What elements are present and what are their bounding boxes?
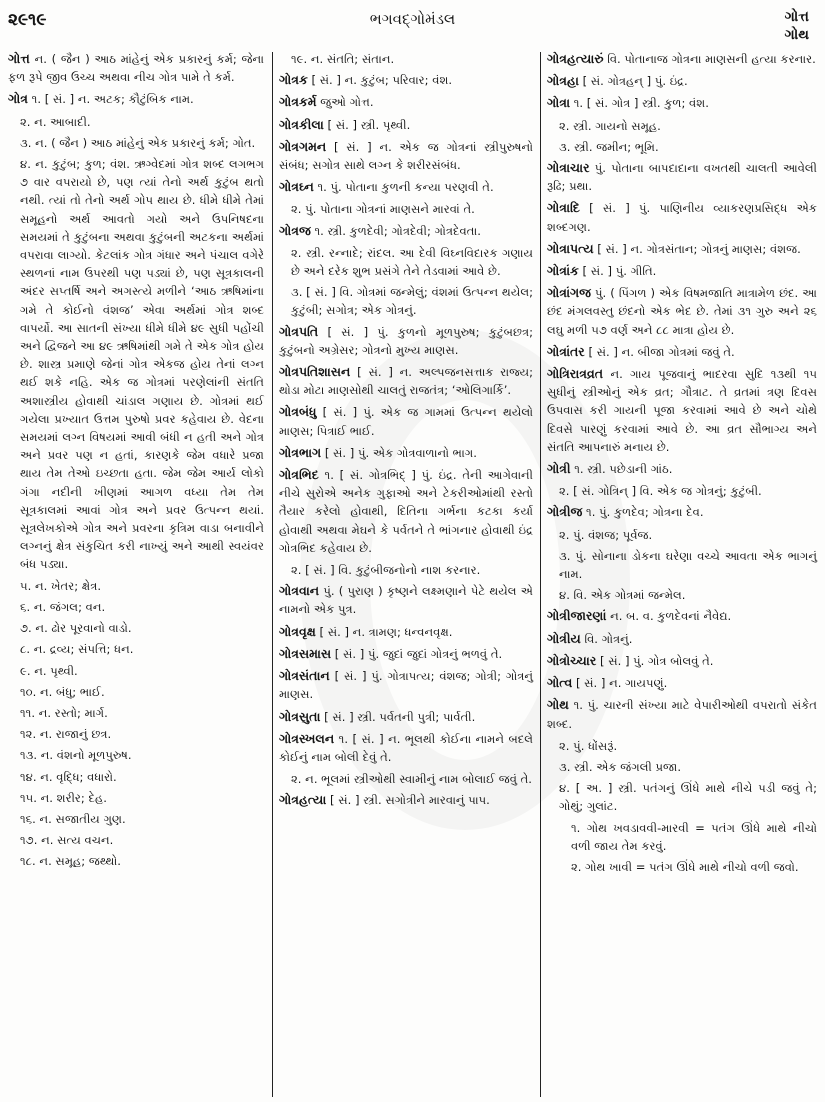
dictionary-entry bbox=[279, 791, 533, 809]
sense-line: ૨. પું. ધોંસરૂં. bbox=[559, 738, 618, 753]
sense-line: ૩. [ સં. ] વિ. ગોત્રમાં જન્મેલું; વંશમાં ઉત્પન્ન થયેલ; કુટુંબી; સગોત્ર; એક ગોત્રનું. bbox=[291, 285, 533, 318]
dictionary-entry bbox=[279, 178, 533, 196]
sense-line: ૫. ન. ખેતર; ક્ષેત્ર. bbox=[20, 578, 102, 593]
headword: ગોત્રોચ્ચાર bbox=[547, 652, 597, 668]
definition: [ સં. ] સ્ત્રી. સગોત્રીને મારવાનું પાપ. bbox=[330, 793, 490, 808]
definition: [ સં. ] ન. અલ્પજનસત્તાક રાજ્ય; થોડા મોટા માણસોથી ચાલતું રાજતંત્ર; ‘ઓલિગાર્કિ’. bbox=[279, 365, 533, 398]
headword: ગોત્રાદિ bbox=[547, 200, 580, 216]
definition: [ સં. ] ન. કુટુંબ; પરિવાર; વંશ. bbox=[311, 73, 453, 88]
sense-line: ૬. ન. જંગલ; વન. bbox=[20, 599, 106, 614]
column-divider bbox=[272, 52, 273, 1097]
sense-line: ૩. ન. ( જૈન ) આઠ માંહેનું એક પ્રકારનું કર્મ; ગોત. bbox=[20, 135, 256, 150]
definition: [ સં. ] પું. પાણિનીય વ્યાકરણપ્રસિદ્ધ એક શબ્દગણ. bbox=[547, 201, 817, 234]
definition: ન. બ. વ. કુળદેવનાં નૈવેદ્ય. bbox=[610, 609, 732, 624]
definition: [ સં. ] પું. એક જ ગામમાં ઉત્પન્ન થયેલો માણસ; પિત્રાઈ ભાઈ. bbox=[279, 405, 533, 438]
dictionary-entry bbox=[547, 696, 817, 732]
definition: ૧. પું. ચારની સંખ્યા માટે વેપારીઓથી વપરાતો સંકેત શબ્દ. bbox=[547, 698, 817, 731]
dictionary-entry bbox=[547, 652, 817, 670]
dictionary-entry bbox=[279, 93, 533, 111]
headword: ગોત્રસુતા bbox=[279, 708, 321, 724]
guide-word-last: ગોથ bbox=[784, 27, 809, 43]
sense-line: ૩. સ્ત્રી. એક જંગલી પ્રજા. bbox=[559, 759, 682, 774]
sense-line: ૧૪. ન. વૃદ્ધિ; વધારો. bbox=[20, 769, 117, 784]
headword: ગોત્રવૃક્ષ bbox=[279, 623, 316, 639]
headword: ગોત્રાંતર bbox=[547, 343, 585, 359]
column-2 bbox=[279, 50, 533, 814]
definition: વિ. પોતાનાજ ગોત્રના માણસની હત્યા કરનાર. bbox=[607, 52, 816, 66]
headword: ગોત્રસંતાન bbox=[279, 668, 330, 684]
definition: [ સં. ] પું. ગોત્ર બોલવું તે. bbox=[599, 653, 714, 668]
definition: પું. ( પિંગળ ) એક વિષમજાતિ માત્રામેળ છંદ. આ છંદ મંગલવસ્તુ છંદનો એક ભેદ છે. તેમાં ૩૧ ગુરુ અને ૨૬ લઘુ મળી ૫૭ વર્ણ અને ૮૮ માત્રા હોય છે. bbox=[547, 286, 817, 337]
dictionary-entry bbox=[547, 72, 817, 90]
definition: ૧. પું. કુળદેવ; ગોત્રના દેવ. bbox=[586, 505, 704, 520]
column-1 bbox=[8, 50, 264, 874]
guide-word-first: ગોત્ત bbox=[784, 9, 809, 25]
headword: ગોત્ત bbox=[8, 51, 30, 66]
sense-line: ૧૭. ન. સત્ય વચન. bbox=[20, 833, 114, 848]
definition: [ સં. ] પું. એક ગોત્રવાળાનો ભાગ. bbox=[324, 445, 477, 460]
headword: ગોત્રક bbox=[279, 72, 308, 88]
headword: ગોત્રીજારણાં bbox=[547, 608, 607, 624]
headword: ગોત્રહત્યા bbox=[279, 792, 327, 808]
sense-line: ૧૬. ન. સજાતીય ગુણ. bbox=[20, 811, 126, 826]
definition: ૧. પું. પોતાના કુળની કન્યા પરણવી તે. bbox=[317, 180, 494, 195]
sense-line: ૪. ન. કુટુંબ; કુળ; વંશ. ઋગ્વેદમાં ગોત્ર શબ્દ લગભગ ૭ વાર વપરાયો છે, પણ ત્યાં તેનો અર્થ કુટુંબ થતો નથી. ત્યાં તો તેનો અર્થ ગોપ થાય છે. ધીમે ધીમે તેમાં સમૂહનો અર્થ આવતો ગયો અને ઉપનિષદના સમયમાં તે કુટુંબના અથવા કુટુંબની અટકના અર્થમાં વપરાવા લાગ્યો. કેટલાંક ગોત્ર ગંધાર અને પંચાલ વગેરે સ્થળનાં નામ ઉપરથી પણ પડ્યાં છે, પણ સૂત્રકાલની અંદર સપ્તર્ષિ અને અગસ્ત્યે મળીને ‘આઠ ઋષિમાંના ગમે તે કોઈનો વંશજ’ એવા અર્થમાં ગોત્ર શબ્દ વાપર્યો. આ સાતની સંખ્યા ધીમે ધીમે ૪૯ સુધી પહોંચી અને દ્વિજને આ ૪૯ ઋષિમાંથી ગમે તે એક ગોત્ર હોય છે. શાસ્ત્ર પ્રમાણે જેનાં ગોત્ર એકજ હોય તેનાં લગ્ન થઈ શકે નહિ. એક જ ગોત્રમાં પરણેલાંની સંતતિ અશાસ્ત્રીય હોવાથી ચાંડાલ ગણાય છે. ગોત્રમાં થઈ ગયેલા પ્રખ્યાત ઉત્તમ પુરુષો પ્રવર કહેવાય છે. વેદના સમયમાં લગ્ન વિષયમાં આવી બંધી ન હતી અને ગોત્ર અને પ્રવર પણ ન હતાં, કારણકે જેમ વધારે પ્રજા થાય તેમ તેઓ ઇચ્છતા હતા. જેમ જેમ આર્ય લોકો ગંગા નદીની ખીણમાં આગળ વધ્યા તેમ તેમ સૂત્રકાલમાં આવાં ગોત્ર અને પ્રવર ઉત્પન્ન થયાં. સૂત્રલેખકોએ ગોત્ર અને પ્રવરના કૃત્રિમ વાડા બનાવીને લગ્નનું ક્ષેત્ર સંકુચિત કરી નાખ્યું અને આથી સ્વયંવર બંધ પડ્યા. bbox=[20, 157, 264, 572]
sense-line: ૯. ન. પૃથ્વી. bbox=[20, 663, 78, 678]
dictionary-entry bbox=[547, 365, 817, 456]
dictionary-entry bbox=[279, 403, 533, 439]
headword: ગોત્રસમાસ bbox=[279, 645, 332, 661]
sense-line: ૧૯. ન. સંતતિ; સંતાન. bbox=[291, 52, 395, 66]
sense-line: ૧૦. ન. બંધુ; ભાઈ. bbox=[20, 684, 105, 699]
definition: ન. ગાય પૂજવાનું ભાદરવા સુદિ ૧૩થી ૧૫ સુધીનું સ્ત્રીઓનું એક વ્રત; ગૌત્રાટ. તે વ્રતમાં ત્રણ દિવસ ઉપવાસ કરી ગાયની પૂજા કરવામાં આવે છે અને ચોથે દિવસે પારણું કરવામાં આવે છે. આ વ્રત સૌભાગ્ય અને સંતતિ આપનારું મનાય છે. bbox=[547, 367, 818, 454]
definition: પું. ( પુરાણ ) કૃષ્ણને લક્ષ્મણાને પેટે થયેલ એ નામનો એક પુત્ર. bbox=[279, 584, 533, 617]
sense-line: ૨. ન. આબાદી. bbox=[20, 114, 91, 129]
dictionary-entry bbox=[279, 623, 533, 641]
dictionary-entry bbox=[279, 444, 533, 462]
dictionary-entry bbox=[547, 674, 817, 692]
definition: ૧. [ સં. ગોત્ર ] સ્ત્રી. કુળ; વંશ. bbox=[573, 96, 709, 111]
sense-line: ૨. સ્ત્રી. ગાયનો સમૂહ. bbox=[559, 118, 661, 133]
headword: ગોત્રાપત્ય bbox=[547, 240, 594, 256]
sense-line: ૧૨. ન. રાજાનું છત્ર. bbox=[20, 727, 112, 742]
sense-line: ૨. ન. ભૂલમાં સ્ત્રીઓથી સ્વામીનું નામ બોલાઈ જવું તે. bbox=[291, 772, 532, 787]
dictionary-entry bbox=[279, 730, 533, 766]
definition: [ સં. ] ન. બીજા ગોત્રમાં જવું તે. bbox=[588, 344, 735, 359]
sense-line: ૪. [ અ. ] સ્ત્રી. પતંગનું ઊંધે માથે નીચે પડી જવું તે; ગોથું; ગુલાંટ. bbox=[559, 781, 817, 814]
dictionary-entry bbox=[547, 607, 817, 625]
dictionary-entry bbox=[279, 363, 533, 399]
sense-line: ૨. પું. વંશજ; પૂર્વજ. bbox=[559, 527, 653, 542]
definition: [ સં. ] પું. ગીતિ. bbox=[582, 264, 657, 279]
headword: ગોત્રભિદ bbox=[279, 467, 319, 483]
column-divider bbox=[540, 52, 541, 1097]
dictionary-entry bbox=[279, 116, 533, 134]
headword: ગોત્રવાન bbox=[279, 583, 320, 599]
dictionary-entry bbox=[547, 460, 817, 478]
headword: ગોત્રીય bbox=[547, 630, 581, 646]
page-number: ૨૯૧૯ bbox=[8, 10, 47, 30]
headword: ગોત્રા bbox=[547, 95, 571, 111]
headword: ગોત્રાચાર bbox=[547, 160, 590, 176]
headword: ગોત્રઘ્ન bbox=[279, 179, 314, 195]
headword: ગોત્રકર્મ bbox=[279, 94, 317, 110]
dictionary-entry bbox=[279, 323, 533, 359]
definition: [ સં. ] સ્ત્રી. પૃથ્વી. bbox=[327, 117, 411, 132]
sense-line: ૮. ન. દ્રવ્ય; સંપત્તિ; ધન. bbox=[20, 642, 134, 657]
definition: ૧. [ સં. ] ન. અટક; કૌટુંબિક નામ. bbox=[31, 92, 194, 107]
sense-line: ૨. સ્ત્રી. રન્નાદે; રાંદલ. આ દેવી વિઘ્નવિદારક ગણાય છે અને દરેક શુભ પ્રસંગે તેને તેડવામાં આવે છે. bbox=[291, 245, 533, 279]
dictionary-entry bbox=[547, 199, 817, 235]
book-title: ભગવદ્ગોમંડલ bbox=[369, 10, 456, 28]
definition: [ સં. ] પું. જુદાં જુદાં ગોત્રનું ભળવું તે. bbox=[334, 646, 503, 661]
definition: વિ. ગોત્રનું. bbox=[584, 631, 633, 646]
sense-line: ૧૮. ન. સમૂહ; જથ્થો. bbox=[20, 854, 121, 869]
definition: ૧. [ સં. ગોત્રભિદ્ ] પું. ઇંદ્ર. તેની આગેવાની નીચે સુરોએ અનેક ગુફાઓ અને ટેકરીઓમાંથી રસ્તો તૈયાર કરેલો હોવાથી, દિતિના ગર્ભના કટકા કર્યા હોવાથી અથવા મેઘને કે પર્વતને તે ભાંગનાર હોવાથી ઇંદ્ર ગોત્રભિદ કહેવાય છે. bbox=[279, 468, 533, 555]
dictionary-entry bbox=[547, 262, 817, 280]
dictionary-entry bbox=[547, 503, 817, 521]
headword: ગોત્રાંગજ bbox=[547, 285, 591, 301]
dictionary-entry bbox=[547, 50, 817, 68]
dictionary-entry bbox=[279, 582, 533, 618]
sense-line: ૩. પું. સોનાના ડોકના ઘરેણા વચ્ચે આવતા એક ભાગનું નામ. bbox=[559, 548, 817, 582]
headword: ગોત્રગમન bbox=[279, 138, 327, 154]
dictionary-entry bbox=[279, 645, 533, 663]
sense-line: ૪. વિ. એક ગોત્રમાં જન્મેલ. bbox=[559, 588, 686, 603]
headword: ગોત્રપતિ bbox=[279, 323, 319, 339]
headword: ગોત્રી bbox=[547, 461, 571, 477]
headword: ગોથ bbox=[547, 697, 569, 713]
definition: [ સં. ] ન. ગાયપણું. bbox=[575, 676, 668, 691]
dictionary-entry bbox=[547, 284, 817, 339]
dictionary-entry bbox=[8, 50, 264, 86]
dictionary-entry bbox=[547, 240, 817, 258]
sense-line: ૧૧. ન. રસ્તો; માર્ગ. bbox=[20, 705, 108, 720]
definition: ૧. સ્ત્રી. પછેડાની ગાંઠ. bbox=[574, 462, 673, 477]
dictionary-entry bbox=[279, 71, 533, 89]
headword: ગોત્રાંક bbox=[547, 263, 579, 279]
dictionary-entry bbox=[279, 708, 533, 726]
definition: [ સં. ] સ્ત્રી. પર્વતની પુત્રી; પાર્વતી. bbox=[324, 709, 476, 724]
sense-line: ૨. [ સં. ] વિ. કુટુંબીજનોનો નાશ કરનાર. bbox=[291, 563, 481, 578]
guide-words bbox=[785, 8, 809, 44]
dictionary-entry bbox=[279, 138, 533, 174]
headword: ગોત્રભાગ bbox=[279, 444, 322, 460]
dictionary-entry bbox=[547, 94, 817, 112]
headword: ગોત્રિરાત્રવ્રત bbox=[547, 366, 604, 382]
sense-line: ૩. સ્ત્રી. જમીન; ભૂમિ. bbox=[559, 139, 659, 154]
dictionary-entry bbox=[547, 343, 817, 361]
headword: ગોત્રબંધુ bbox=[279, 404, 317, 420]
definition: ૧. સ્ત્રી. કુળદેવી; ગોત્રદેવી; ગોત્રદેવતા. bbox=[314, 223, 481, 238]
headword: ગોત્રકીલા bbox=[279, 116, 324, 132]
dictionary-entry bbox=[8, 90, 264, 108]
definition: [ સં. ] ન. ગોત્રસંતાન; ગોત્રનું માણસ; વંશજ. bbox=[597, 241, 801, 256]
idiom-line: ૧. ગોથ ખવડાવવી-મારવી = પતંગ ઊંધે માથે નીચો વળી જાય તેમ કરવું. bbox=[571, 820, 817, 853]
dictionary-entry bbox=[279, 222, 533, 240]
dictionary-entry bbox=[279, 667, 533, 703]
headword: ગોત્રજ bbox=[279, 222, 311, 238]
headword: ગોત્રીજ bbox=[547, 504, 583, 520]
definition: પું. પોતાના બાપદાદાના વખતથી ચાલતી આવેલી રૂઢિ; પ્રથા. bbox=[547, 161, 817, 194]
idiom-line: ૨. ગોથ ખાવી = પતંગ ઊંધે માથે નીચો વળી જવો. bbox=[571, 859, 799, 874]
headword: ગોત્વ bbox=[547, 675, 573, 691]
dictionary-entry bbox=[547, 159, 817, 195]
dictionary-entry bbox=[279, 466, 533, 557]
definition: ૧. [ સં. ] ન. ભૂલથી કોઈના નામને બદલે કોઈનું નામ બોલી દેવું તે. bbox=[279, 731, 533, 764]
definition: ન. ( જૈન ) આઠ માંહેનું એક પ્રકારનું કર્મ; જેના ફળ રૂપે જીવ ઉચ્ચ અથવા નીચ ગોત્ર પામે તે કર્મ. bbox=[8, 52, 264, 85]
sense-line: ૨. [ સં. ગોત્રિન્ ] વિ. એક જ ગોત્રનું; કુટુંબી. bbox=[559, 484, 762, 499]
column-3 bbox=[547, 50, 817, 879]
definition: [ સં. ગોત્રહન્ ] પું. ઇંદ્ર. bbox=[582, 74, 688, 89]
definition: [ સં. ] ન. ત્રામણ; ધન્વનવૃક્ષ. bbox=[319, 624, 453, 639]
headword: ગોત્ર bbox=[8, 91, 28, 107]
dictionary-entry bbox=[547, 630, 817, 648]
definition: જુઓ ગોત્ત. bbox=[320, 95, 374, 110]
definition: [ સં. ] પું. કુળનો મૂળપુરુષ; કુટુંબછત્ર; કુટુંબનો અગ્રેસર; ગોત્રનો મુખ્ય માણસ. bbox=[279, 324, 533, 357]
headword: ગોત્રહત્યારું bbox=[547, 51, 604, 66]
headword: ગોત્રસ્ખલન bbox=[279, 730, 335, 746]
definition: [ સં. ] ન. એક જ ગોત્રનાં સ્ત્રીપુરુષનો સંબંધ; સગોત્ર સાથે લગ્ન કે શરીરસંબંધ. bbox=[279, 139, 533, 173]
headword: ગોત્રપતિશાસન bbox=[279, 364, 351, 380]
sense-line: ૧૫. ન. શરીર; દેહ. bbox=[20, 790, 107, 805]
sense-line: ૭. ન. ઢોર પૂરવાનો વાડો. bbox=[20, 621, 132, 636]
definition: [ સં. ] પું. ગોત્રાપત્ય; વંશજ; ગોત્રી; ગોત્રનું માણસ. bbox=[279, 669, 533, 702]
headword: ગોત્રહા bbox=[547, 73, 579, 89]
sense-line: ૨. પું. પોતાના ગોત્રનાં માણસને મારવાં તે. bbox=[291, 202, 475, 217]
sense-line: ૧૩. ન. વંશનો મૂળપુરુષ. bbox=[20, 748, 132, 763]
